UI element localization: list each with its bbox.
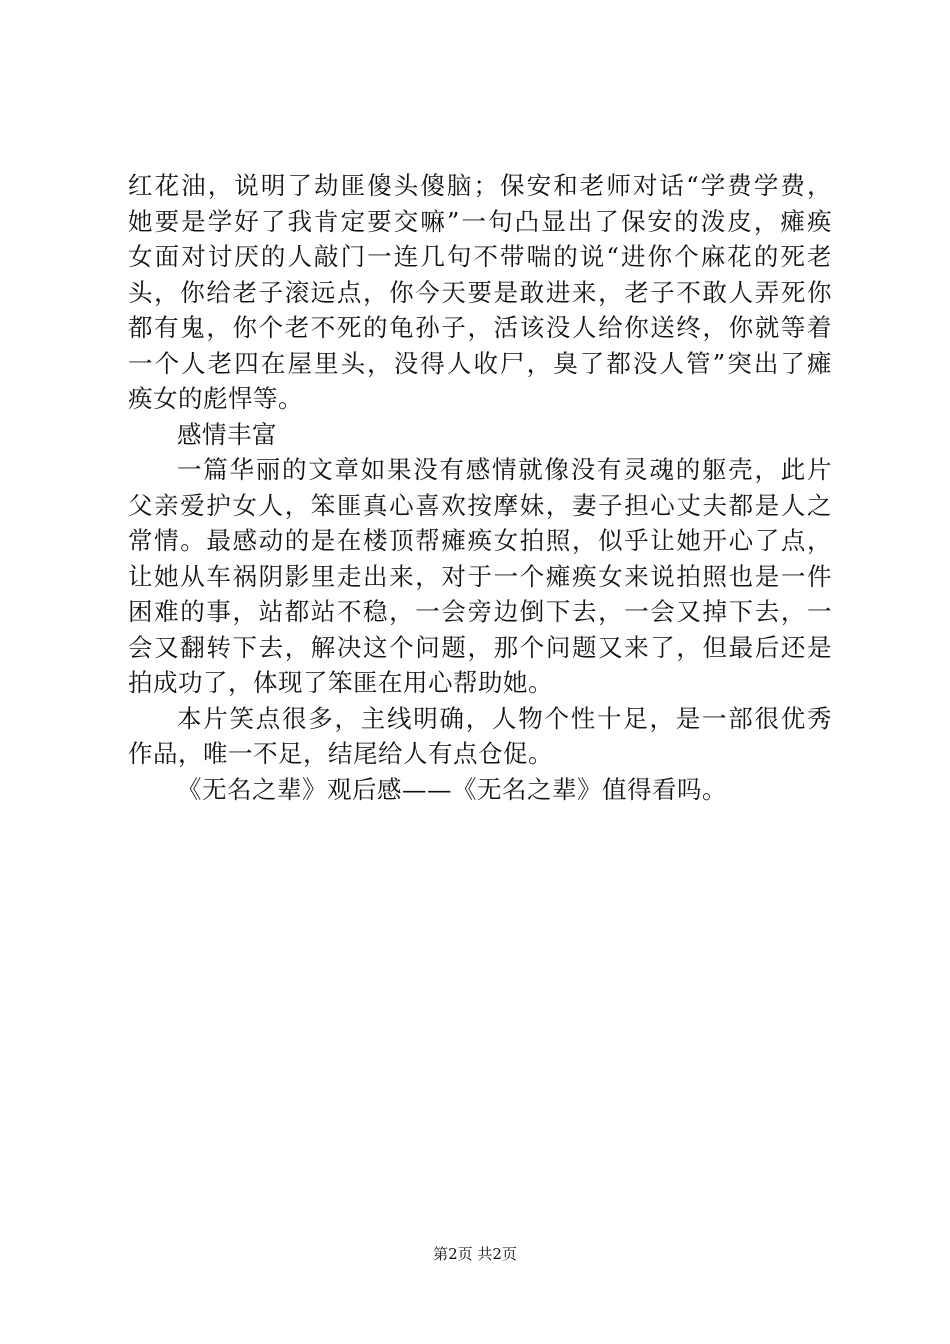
text-line: 本片笑点很多，主线明确，人物个性十足，是一部很优秀 [177,703,832,733]
text-line: 痪女的彪悍等。 [128,384,303,413]
page-footer [0,1244,950,1264]
text-line: 拍成功了，体现了笨匪在用心帮助她。 [128,668,553,697]
text-line: 红花油，说明了劫匪傻头傻脑；保安和老师对话“学费学费， [128,171,832,200]
text-line: 都有鬼，你个老不死的龟孙子，活该没人给你送终，你就等着 [128,313,832,342]
text-line: 一个人老四在屋里头，没得人收尸，臭了都没人管”突出了瘫 [128,348,832,378]
section-heading: 感情丰富 [177,419,277,449]
text-line: 她要是学好了我肯定要交嘛”一句凸显出了保安的泼皮，瘫痪 [128,206,832,236]
body-text [128,168,832,807]
text-line: 常情。最感动的是在楼顶帮瘫痪女拍照，似乎让她开心了点， [128,526,832,555]
text-line: 头，你给老子滚远点，你今天要是敢进来，老子不敢人弄死你 [128,277,832,307]
text-line: 一篇华丽的文章如果没有感情就像没有灵魂的躯壳，此片 [177,455,832,484]
page-number: 第2页 共2页 [433,1245,517,1263]
text-line: 父亲爱护女人，笨匪真心喜欢按摩妹，妻子担心丈夫都是人之 [128,490,832,520]
text-line: 女面对讨厌的人敲门一连几句不带喘的说“进你个麻花的死老 [128,242,832,271]
text-line: 《无名之辈》观后感——《无名之辈》值得看吗。 [177,774,727,804]
text-line: 会又翻转下去，解决这个问题，那个问题又来了，但最后还是 [128,632,832,662]
text-line: 困难的事，站都站不稳，一会旁边倒下去，一会又掉下去，一 [128,597,832,626]
text-line: 作品，唯一不足，结尾给人有点仓促。 [128,739,553,768]
text-line: 让她从车祸阴影里走出来，对于一个瘫痪女来说拍照也是一件 [128,561,832,591]
